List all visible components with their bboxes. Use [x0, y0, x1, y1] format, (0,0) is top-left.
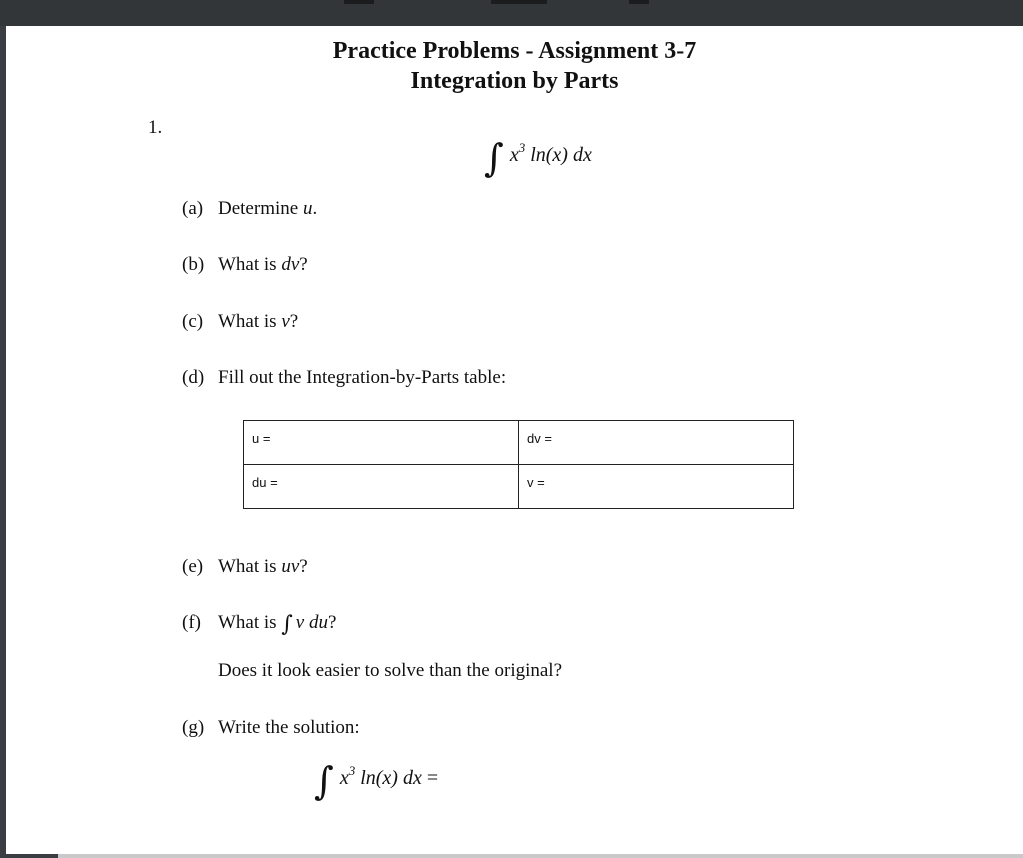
integral-exponent: 3 — [518, 140, 526, 155]
problem-integral — [484, 136, 592, 180]
part-g: (g) Write the solution: — [182, 717, 360, 738]
part-label: (d) — [182, 367, 205, 388]
part-d: (d) Fill out the Integration-by-Parts table: — [182, 367, 507, 388]
toolbar-tab-marker — [344, 0, 374, 4]
page-subtitle: Integration by Parts — [410, 68, 619, 94]
part-a: (a) Determine u. — [182, 198, 318, 219]
part-f: (f) What is ∫ v du? — [182, 612, 337, 637]
table-cell-u[interactable]: u = — [244, 421, 519, 465]
part-label: (a) — [182, 198, 204, 219]
document-page — [6, 26, 1023, 854]
integral-symbol: ∫ — [281, 612, 293, 637]
toolbar-tab-marker — [629, 0, 649, 4]
page-bottom-border — [58, 854, 1023, 858]
equals-sign: = — [426, 767, 439, 789]
problem-number: 1. — [148, 117, 163, 138]
toolbar-tab-marker — [491, 0, 547, 4]
integral-function: ln(x) dx — [530, 144, 592, 166]
solution-integral — [314, 759, 438, 803]
integral-base: x — [339, 767, 349, 789]
integral-exponent: 3 — [348, 763, 356, 778]
part-label: (f) — [182, 612, 201, 633]
page-title: Practice Problems - Assignment 3-7 — [332, 38, 697, 64]
part-label: (c) — [182, 311, 204, 332]
part-label: (b) — [182, 254, 205, 275]
part-c: (c) What is v? — [182, 311, 299, 332]
part-b: (b) What is dv? — [182, 254, 308, 275]
table-cell-du[interactable]: du = — [244, 465, 519, 509]
part-label: (g) — [182, 717, 205, 738]
part-label: (e) — [182, 556, 204, 577]
integration-by-parts-table — [243, 420, 794, 509]
table-cell-v[interactable]: v = — [519, 465, 794, 509]
viewer-toolbar — [0, 0, 1023, 26]
integral-base: x — [509, 144, 519, 166]
part-f-note: Does it look easier to solve than the original? — [218, 660, 563, 681]
table-cell-dv[interactable]: dv = — [519, 421, 794, 465]
integral-symbol: ∫ — [314, 759, 334, 803]
part-e: (e) What is uv? — [182, 556, 308, 577]
integral-symbol: ∫ — [484, 136, 504, 180]
integral-function: ln(x) dx — [360, 767, 422, 789]
